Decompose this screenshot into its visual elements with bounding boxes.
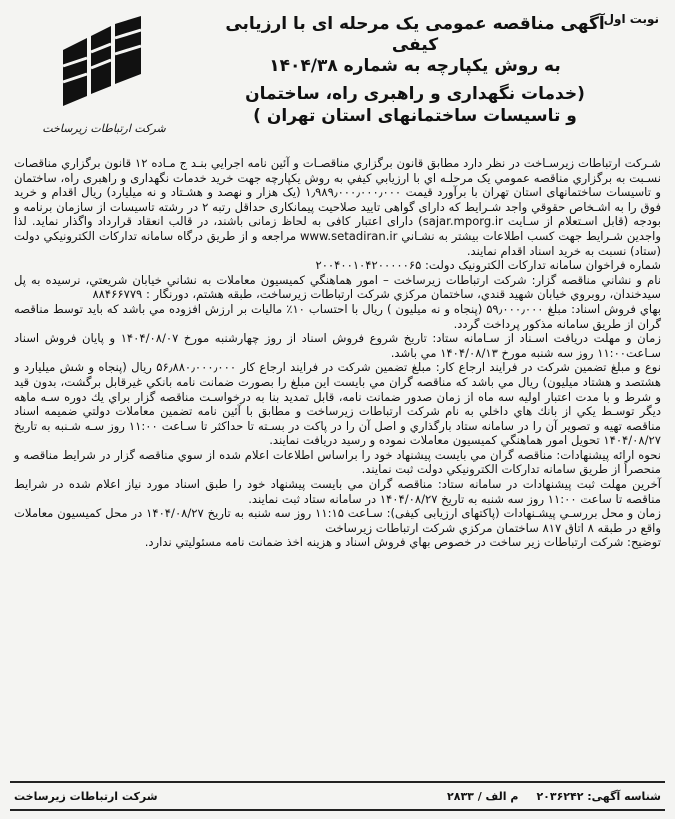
title-line-1: آگهی مناقصه عمومی یک مرحله ای با ارزیابی کیفی xyxy=(225,14,605,55)
ad-code: م الف / ۲۸۳۳ xyxy=(447,789,519,803)
paragraph-address: نام و نشاني مناقصه گزار: شركت ارتباطات زيرساخت – امور هماهنگي كميسيون معاملات به نشاني خيابان شريعتي، نرسيده به پل سيدخندان، روبروي خيابان شهيد قندي، ساختمان مركزي شركت ارتباطات زيرساخت، طبقه هشتم، دورنگار : ۸۸۴۶۶۷۷۹ xyxy=(14,272,661,302)
header xyxy=(10,6,665,156)
paragraph-note: توضيح: شركت ارتباطات زير ساخت در خصوص بهاي فروش اسناد و هزينه اخذ ضمانت نامه مسئوليتي ندارد. xyxy=(144,535,661,550)
paragraph-call-number: شماره فراخوان سامانه تدارکات الکترونیک دولت: ۲۰۰۴۰۰۱۰۴۲۰۰۰۰۰۶۵ xyxy=(315,258,661,273)
building-logo-icon xyxy=(49,16,159,116)
paragraph-submission-method: نحوه ارائه پيشنهادات: مناقصه گران مي بايست پيشنهاد خود را براساس اطلاعات اعلام شده از سوي مناقصه گزار در شرايط مناقصه و منحصراً از طريق سامانه تداركات الكترونيكي دولت ثبت نمايند. xyxy=(14,447,661,477)
title-line-2: به روش یکپارچه به شماره ۱۴۰۴/۳۸ xyxy=(269,56,561,76)
paragraph-guarantee: نوع و مبلغ تضمين شركت در فرايند ارجاع کار: مبلغ تضمين شركت در فرايند ارجاع كار ۵۶٫۸۸۰٫۰۰۰٫۰۰۰ ريال (پنجاه و شش ميليارد و هشتصد و هشتاد ميليون) ريال مي باشد كه مناقصه گران مي بايست اين مبلغ را بصورت ضمانت نامه بانكي غيرقابل برگشت، بدون قيد و شرط و با مدت اعتبار اوليه سه ماه از زمان صدور ضمانت نامه، قابل تمديد بنا به درخواسـت مناقصه گزار براي يك دوره سـه ماهه ديگر توسـط يكي از بانك هاي داخلي به نام شركت ارتباطات زيرساخت و مطابق با آئين نامه تضمين معاملات دولتي ضميمه اسناد مناقصه تهيه و تصوير آن را در سامانه ستاد بارگذاري و اصل آن را در پاكت در بسـته تا حداكثر تا سـاعت ۱۱:۰۰ روز سـه شـنبه به تاريخ ۱۴۰۴/۰۸/۲۷ تحويل امور هماهنگي كميسيون معاملات نموده و رسيد دريافت نمايند. xyxy=(14,360,662,448)
paragraph-opening: زمان و محل بررسـي پيشـنهادات (پاکتهای ارزیابی کیفی): سـاعت ۱۱:۱۵ روز سه شنبه به تاريخ ۱۴۰۴/۰۸/۲۷ در محل كميسيون معاملات واقع در طبقه ۸ اتاق ۸۱۷ ساختمان مركزي شركت ارتباطات زيرساخت xyxy=(14,506,661,535)
ad-id: شناسه آگهی: ۲۰۳۶۲۴۲ xyxy=(536,789,661,803)
title-line-3: (خدمات نگهداری و راهبری راه، ساختمان xyxy=(245,84,585,104)
round-label: نوبت اول xyxy=(603,12,659,26)
footer-company: شرکت ارتباطات زیرساخت xyxy=(14,789,158,803)
paragraph-intro: شـرکت ارتباطات زیرسـاخت در نظر دارد مطابق قانون برگزاري مناقصـات و آئين نامه اجرايي بنـد ج مـاده ۱۲ قانون برگزاري مناقصات نسـبت به برگزاري مناقصه عمومي يک مرحلـه اي با ارزيابي كيفي به روش يكپارچه جهت خرید خدمات نگهداری و راهبری راه، ساختمان و تاسیسات ساختمانهای استان تهران با برآورد قيمت ۱٫۹۸۹٫۰۰۰٫۰۰۰٫۰۰۰ (یک هزار و نهصد و هشـتاد و نه ميليارد) ريال اقدام و خريد فوق را به اشـخاص حقوقي واجد شـرايط که دارای گواهی تایید صلاحیت پیمانکاری حداقل رتبه ۲ در رشته تاسیسات از سازمان برنامه و بودجه (قابل اسـتعلام از سـایت sajar.mporg.ir) دارای اعتبار کافی به لحاظ زمانی باشند، در قالب انعقاد قرارداد واگذار نماید. لذا واجدين شـرايط جهت کسب اطلاعات بيشتر به نشـاني www.setadiran.ir مراجعه و از طريق درگاه سامانه تداركات الكترونيكي دولت (ستاد) نسبت به خريد اسناد اقدام نمايند. xyxy=(14,156,661,258)
footer-ids xyxy=(447,790,661,803)
logo-caption: شرکت ارتباطات زیرساخت xyxy=(42,122,166,135)
advertisement-body xyxy=(10,156,665,741)
paragraph-deadline: آخرين مهلت ثبت پيشنهادات در سامانه ستاد: مناقصه گران مي بايست پيشنهاد خود را طبق اسناد مورد نياز اعلام شده در شرايط مناقصه تا ساعت ۱۱:۰۰ روز سه شنبه به تاريخ ۱۴۰۴/۰۸/۲۷ در سامانه ستاد ثبت نمايند. xyxy=(14,477,661,506)
paragraph-document-price: بهاي فروش اسناد: مبلغ ۵۹٫۰۰۰٫۰۰۰ (پنجاه و نه ميليون ) ريال با احتساب ۱۰٪ ماليات بر ارزش افزوده مي باشد كه بايد توسط مناقصه گران از طريق سامانه مذكور پرداخت گردد. xyxy=(14,301,661,331)
title-line-4: و تاسیسات ساختمانهای استان تهران ) xyxy=(253,106,577,126)
footer-bar xyxy=(10,781,665,811)
company-logo xyxy=(24,16,184,146)
title-block xyxy=(205,14,625,127)
paragraph-document-dates: زمان و مهلت دريافت اسـناد از سـامانه ستاد: تاریخ شروع فروش اسناد از روز چهارشنبه مورخ ۱۴۰۴/۰۸/۰۷ و پايان فروش اسناد سـاعت۱۱:۰۰ روز سه شنبه مورخ ۱۴۰۴/۰۸/۱۳ مي باشد. xyxy=(14,331,661,360)
